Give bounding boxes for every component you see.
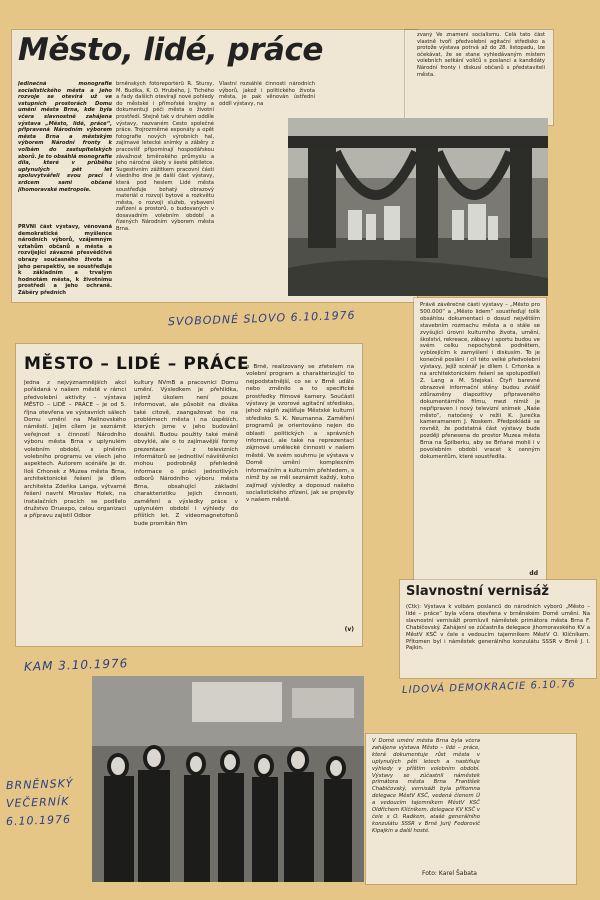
clipping-mesto-lide-prace-2 bbox=[16, 344, 362, 646]
clipping-2-col1: Jedna z nejvýznamnějších akcí pořádaná v našem městě v rámci předvolební aktivity – výstava MĚSTO – LIDÉ – PRÁCE – je od 5. října otevřena ve výstavních sálech Domu umění na Malinovského náměstí. Jejím cílem je seznámit veřejnost s činností Národního výboru města Brna v uplynulém volebním období, s plněním volebního programu ve všech jeho aspektech. Autorem scénáře je dr. Iloš Crhonek z Muzea města Brna, architektonické řešení je dílem architekta Zdeňka Langa, výtvarné řešení navrhl Miroslav Holek, na instalačních pracích se podílelo družstvo Druexpo, celou organizaci a přípravu zajistil Odbor bbox=[24, 380, 126, 520]
annotation-vecernik-3: 6.10.1976 bbox=[5, 812, 72, 829]
clipping-zaverecne-casti bbox=[414, 298, 546, 586]
clipping-5-credit: Foto: Karel Šabata bbox=[422, 870, 477, 877]
clipping-slavnostni-vernisaz bbox=[400, 580, 596, 678]
clipping-2-signature: (v) bbox=[344, 626, 354, 633]
annotation-vecernik-2: VEČERNÍK bbox=[5, 794, 70, 811]
clipping-5-caption: V Domě umění města Brna byla včera zahájena výstava Město – lidé – práce, která dokumentuje růst města v uplynulých pěti letech a nastiňuje výhledy v příštím volebním období. Výstavy se zúčastnil náměstek primátora města Brna František Chabičovský, vernisáži byla přítomna delegace MěstV KSČ, vedená členem Ú a vedoucím tajemníkem MěstV KSČ Oldřichem Klíčníkem, delegace KV KSČ v čele s O. Radkem, atašé generálního konzulátu SSSR v Brně Jurij Fedorovič Kipajkin a další hosté. bbox=[372, 738, 480, 834]
clipping-3-signature: dd bbox=[529, 570, 538, 577]
clipping-3-text: Právě závěrečné části výstavy – „Město pro 500.000“ a „Město lidem“ soustřeďují tolik obsáhlou dokumentací o dosud největším stavebním rozmachu města a o stále se zvyšující úrovni kulturního života, umění, školství, rekreace, zábavy i sportu budou ve svém celku nepochybně podnětem, vybízejícím k zamyšlení i diskusím. To je konečně posláni i cíl této velké předvolební výstavy, jejíž scénář je dílem I. Crhonka a na architektonickém řešení se spolupodíleli Z. Lang a M. Stejskal. Čtyři barevné obrazové informační stěny budou zvlášť zdůrazněny diapozitivy připraveného dokumentárního filmu, mezi nimiž je nepřipraven i nový televizní snímek „Naše město“, natočený v režii K. Jurečka kameramanem J. Noskem. Předpokládá se rovněž, že podstatná část výstavy bude později přenesena do prostor Muzea města Brna na Špilberku, aby se Brňané mohli i v povolebním období vracet k cenným dokumentům, které soustředila. bbox=[420, 302, 540, 460]
annotation-kam: KAM 3.10.1976 bbox=[23, 656, 129, 674]
clipping-headline: Město, lidé, práce bbox=[18, 32, 323, 68]
clipping-col4: zvaný Ve znamení socialismu. Celá tato část vlastně tvoří předvolební agitační středisko a protože výstava potrvá až do 28. listopadu, lze očekávat, že se stane vyhledávaným místem volebních setkání voličů s poslanci a kandidáty Národní fronty i diskusí občanů s představiteli města. bbox=[417, 32, 545, 78]
clipping-2-col2: kultury NVmB a pracovníci Domu umění. Výsledkem je přehlídka, jejímž úkolem není pouze informovat, ale působit na diváka také citově, zaangažovat ho na problémech města i na úspěších, kterých jsme v jeho budování dosáhli. Budou použity také méně obvyklé, ale o to zajímavější formy prezentace – z televizních informátorů se jednotliví návštěvníci mohou podrobněji přehledně informace o práci jednotlivých odborů Národního výboru města Brna, obsahující základní charakteristiku jejich činnosti, zaměření a výsledky práce v uplynulém období i výhledy do příštích let. Z videomagnetofonů bude promítán film bbox=[134, 380, 238, 527]
annotation-lidova-demokracie: LIDOVÁ DEMOKRACIE 6.10.76 bbox=[401, 678, 576, 697]
clipping-4-headline: Slavnostní vernisáž bbox=[406, 584, 549, 599]
clipping-lead: Jedinečná monografie socialistického města a jeho rozvoje se otevírá už ve vstupních prostorách Domu umění města Brna, kde byla včera slavnostně zahájena výstava „Město, lidé, práce“, připravená Národním výborem města Brna a městským výborem Národní fronty k volbám do zastupitelských sborů. Je to obsáhlá monografie díla, které v průběhu uplynulých pět let spoluvytvářeli svou prací i srdcem sami občané jihomoravské metropole. bbox=[18, 81, 112, 193]
clipping-col1: PRVNÍ část výstavy, věnovaná demokratické myšlence národních výborů, vzájemným vztahům občanů a města a rozvíjející závazné přesvědčivé obrazy současného života a jeho perspektiv, se soustřeďuje k základním a trvalým hodnotám města, k životnímu prostředí a jeho ochraně. Záběry předních bbox=[18, 224, 112, 296]
clipping-mesto-right-column bbox=[405, 30, 553, 125]
clipping-col2: brněnských fotoreportérů R. Štursy, M. Budíka, K. O. Hrubého, J. Tichého a řady dalších otevírají nové pohledy do městské i přímořské krajiny a dokumentují péči města o životní prostředí. Stejně tak v druhém oddíle výstavy, nazvaném Cesto společné práce. Trojrozměrné exponáty a opět fotografie nových výrobních hal, zajímavé letecké snímky a záběry z pracovišť připomínají hospodářskou závažnost brněnského průmyslu a jeho náročné úkoly v šesté pětiletce. Sugestivním zážitkem pracovní části všedního dne je další část výstavy, která pod heslem Lidé města soustřeďuje bohatý obrazový materiál o rozvoji bytové a rozkvětu města, o rozvoji služeb, vybavení zařízení a prostorů, o budovaných v dosavadním volebním období a řízených Národním výborem města Brna. bbox=[116, 81, 214, 233]
vernissage-group-photo bbox=[92, 676, 364, 882]
annotation-vecernik-1: BRNĚNSKÝ bbox=[5, 776, 74, 793]
clipping-2-headline: MĚSTO – LIDÉ – PRÁCE bbox=[24, 354, 250, 374]
annotation-svobodne-slovo: SVOBODNÉ SLOVO 6.10.1976 bbox=[167, 308, 356, 329]
clipping-photo-caption bbox=[366, 734, 576, 884]
clipping-col3: Vlastní rozsáhlé činnosti národních výborů, jakož i politického života města, je pak věnován ústřední oddíl výstavy, na bbox=[219, 81, 315, 107]
clipping-4-text: (Čtk): Výstava k volbám poslanců do národních výborů „Město – lidé – práce“ byla včera otevřena v brněnském Domě umění. Na slavnostní vernisáži promluvil náměstek primátora města Brna F. Chabičovský. Zahájení se zúčastnila delegace jihomoravského KV a MěstV KSČ v čele s vedoucím tajemníkem MěstV O. Klíčníkem. Přítomen byl i náměstek generálního konzulátu SSSR v Brně J. I. Pajkin. bbox=[406, 604, 590, 652]
city-viaduct-photo bbox=[288, 118, 548, 296]
clipping-2-col3: o Brně, realizovaný se zřetelem na volební program a charakterizující to nejpodstatnější, co se v Brně událo nebo změnilo a to specifické prostředky filmové kamery. Součástí výstavy je vzorové agitační středisko, jehož náplň zajišťuje Městské kulturní středisko S. K. Neumanna. Zaměření programů je orientováno nejen do oblasti politických a správních informací, ale také na reprezentaci zájmové umělecké činnosti v našem městě. Ve svém souhrnu je výstava v Domě umění komplexním informačním a kulturním přehledem, s nímž by se měl seznámit každý, koho zajímají výsledky a doposud našeho socialistického zřízení, jak se projevily v našem městě. bbox=[246, 364, 354, 504]
